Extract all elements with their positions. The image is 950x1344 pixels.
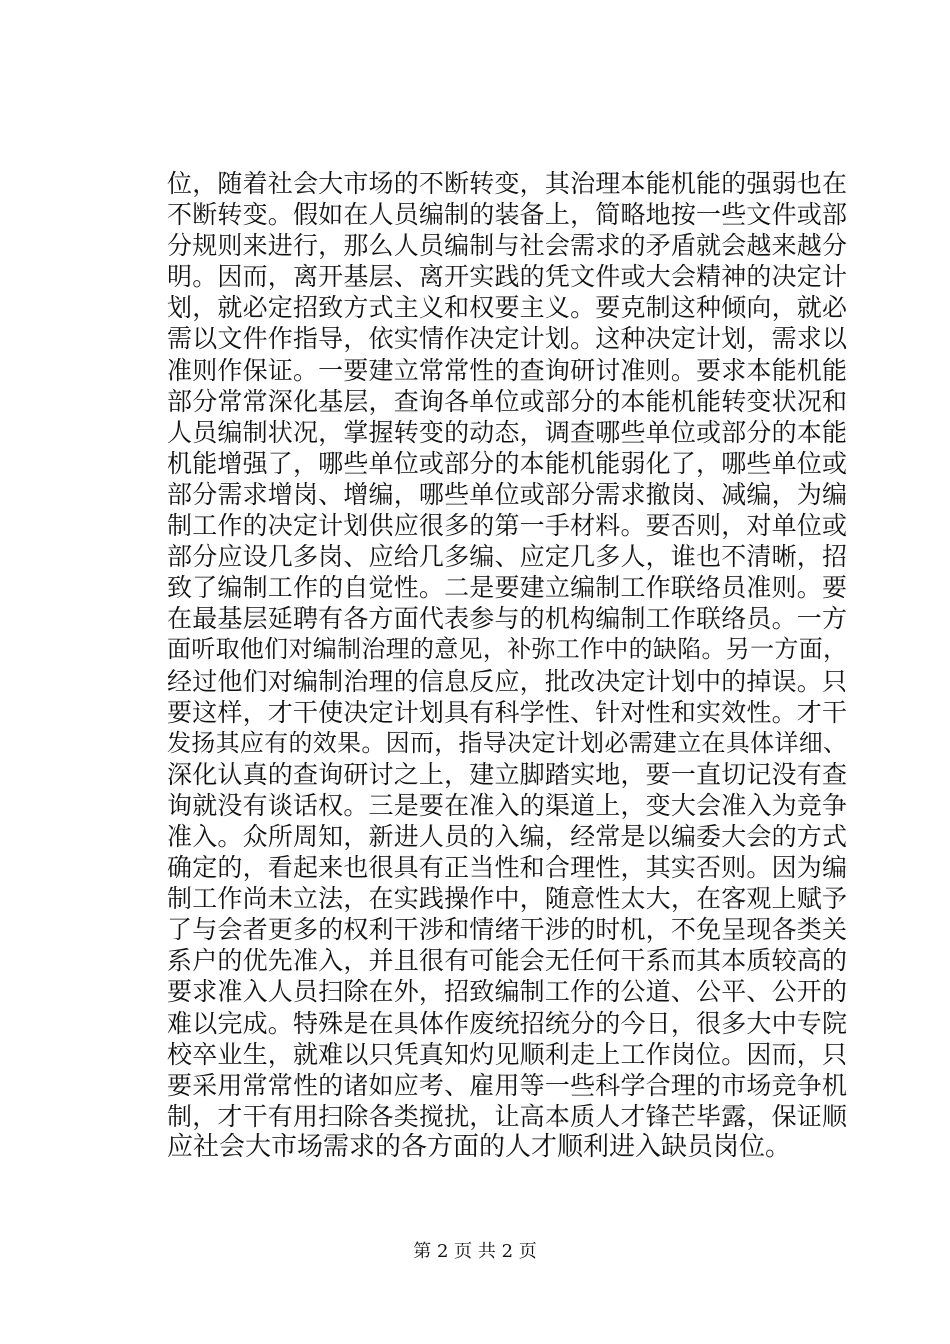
text-line: 部分应设几多岗、应给几多编、应定几多人，谁也不清晰，招 (167, 542, 847, 572)
text-line: 部分需求增岗、增编，哪些单位或部分需求撤岗、减编，为编 (167, 479, 847, 509)
text-line: 要这样，才干使决定计划具有科学性、针对性和实效性。才干 (167, 697, 847, 727)
text-line: 校卒业生，就难以只凭真知灼见顺利走上工作岗位。因而，只 (167, 1039, 847, 1069)
text-line: 要采用常常性的诸如应考、雇用等一些科学合理的市场竞争机 (167, 1070, 847, 1100)
text-line: 制工作的决定计划供应很多的第一手材料。要否则，对单位或 (167, 511, 847, 541)
text-line: 经过他们对编制治理的信息反应，批改决定计划中的掉误。只 (167, 666, 847, 696)
text-line: 划，就必定招致方式主义和权要主义。要克制这种倾向，就必 (167, 293, 847, 323)
text-line: 准入。众所周知，新进人员的入编，经常是以编委大会的方式 (167, 821, 847, 851)
text-line: 制工作尚未立法，在实践操作中，随意性太大，在客观上赋予 (167, 884, 847, 914)
text-line: 难以完成。特殊是在具体作废统招统分的今日，很多大中专院 (167, 1008, 847, 1038)
text-line: 应社会大市场需求的各方面的人才顺利进入缺员岗位。 (167, 1131, 792, 1162)
text-line: 询就没有谈话权。三是要在准入的渠道上，变大会准入为竞争 (167, 790, 847, 820)
text-line: 确定的，看起来也很具有正当性和合理性，其实否则。因为编 (167, 853, 847, 883)
text-line: 要求准入人员扫除在外，招致编制工作的公道、公平、公开的 (167, 977, 847, 1007)
text-line: 分规则来进行，那么人员编制与社会需求的矛盾就会越来越分 (167, 231, 847, 261)
text-line: 系户的优先准入，并且很有可能会无任何干系而其本质较高的 (167, 946, 847, 976)
text-line: 了与会者更多的权利干涉和情绪干涉的时机，不免呈现各类关 (167, 915, 847, 945)
body-paragraph (167, 168, 847, 1163)
text-line: 发扬其应有的效果。因而，指导决定计划必需建立在具体详细、 (167, 728, 847, 757)
text-line: 机能增强了，哪些单位或部分的本能机能弱化了，哪些单位或 (167, 448, 847, 478)
text-line: 需以文件作指导，依实情作决定计划。这种决定计划，需求以 (167, 324, 847, 354)
text-line: 面听取他们对编制治理的意见，补弥工作中的缺陷。另一方面， (167, 635, 847, 664)
text-line: 深化认真的查询研讨之上，建立脚踏实地，要一直切记没有查 (167, 759, 847, 789)
text-line: 位，随着社会大市场的不断转变，其治理本能机能的强弱也在 (167, 169, 847, 198)
text-line: 在最基层延聘有各方面代表参与的机构编制工作联络员。一方 (167, 604, 847, 634)
page-number: 第 2 页 共 2 页 (413, 1241, 537, 1262)
text-line: 不断转变。假如在人员编制的装备上，简略地按一些文件或部 (167, 200, 847, 230)
text-line: 致了编制工作的自觉性。二是要建立编制工作联络员准则。要 (167, 573, 847, 603)
text-line: 人员编制状况，掌握转变的动态，调查哪些单位或部分的本能 (167, 417, 847, 447)
text-line: 部分常常深化基层，查询各单位或部分的本能机能转变状况和 (167, 386, 847, 416)
page-footer (0, 1240, 950, 1264)
text-line: 明。因而，离开基层、离开实践的凭文件或大会精神的决定计 (167, 262, 847, 292)
text-line: 制，才干有用扫除各类搅扰，让高本质人才锋芒毕露，保证顺 (167, 1101, 847, 1131)
text-line: 准则作保证。一要建立常常性的查询研讨准则。要求本能机能 (167, 355, 847, 385)
